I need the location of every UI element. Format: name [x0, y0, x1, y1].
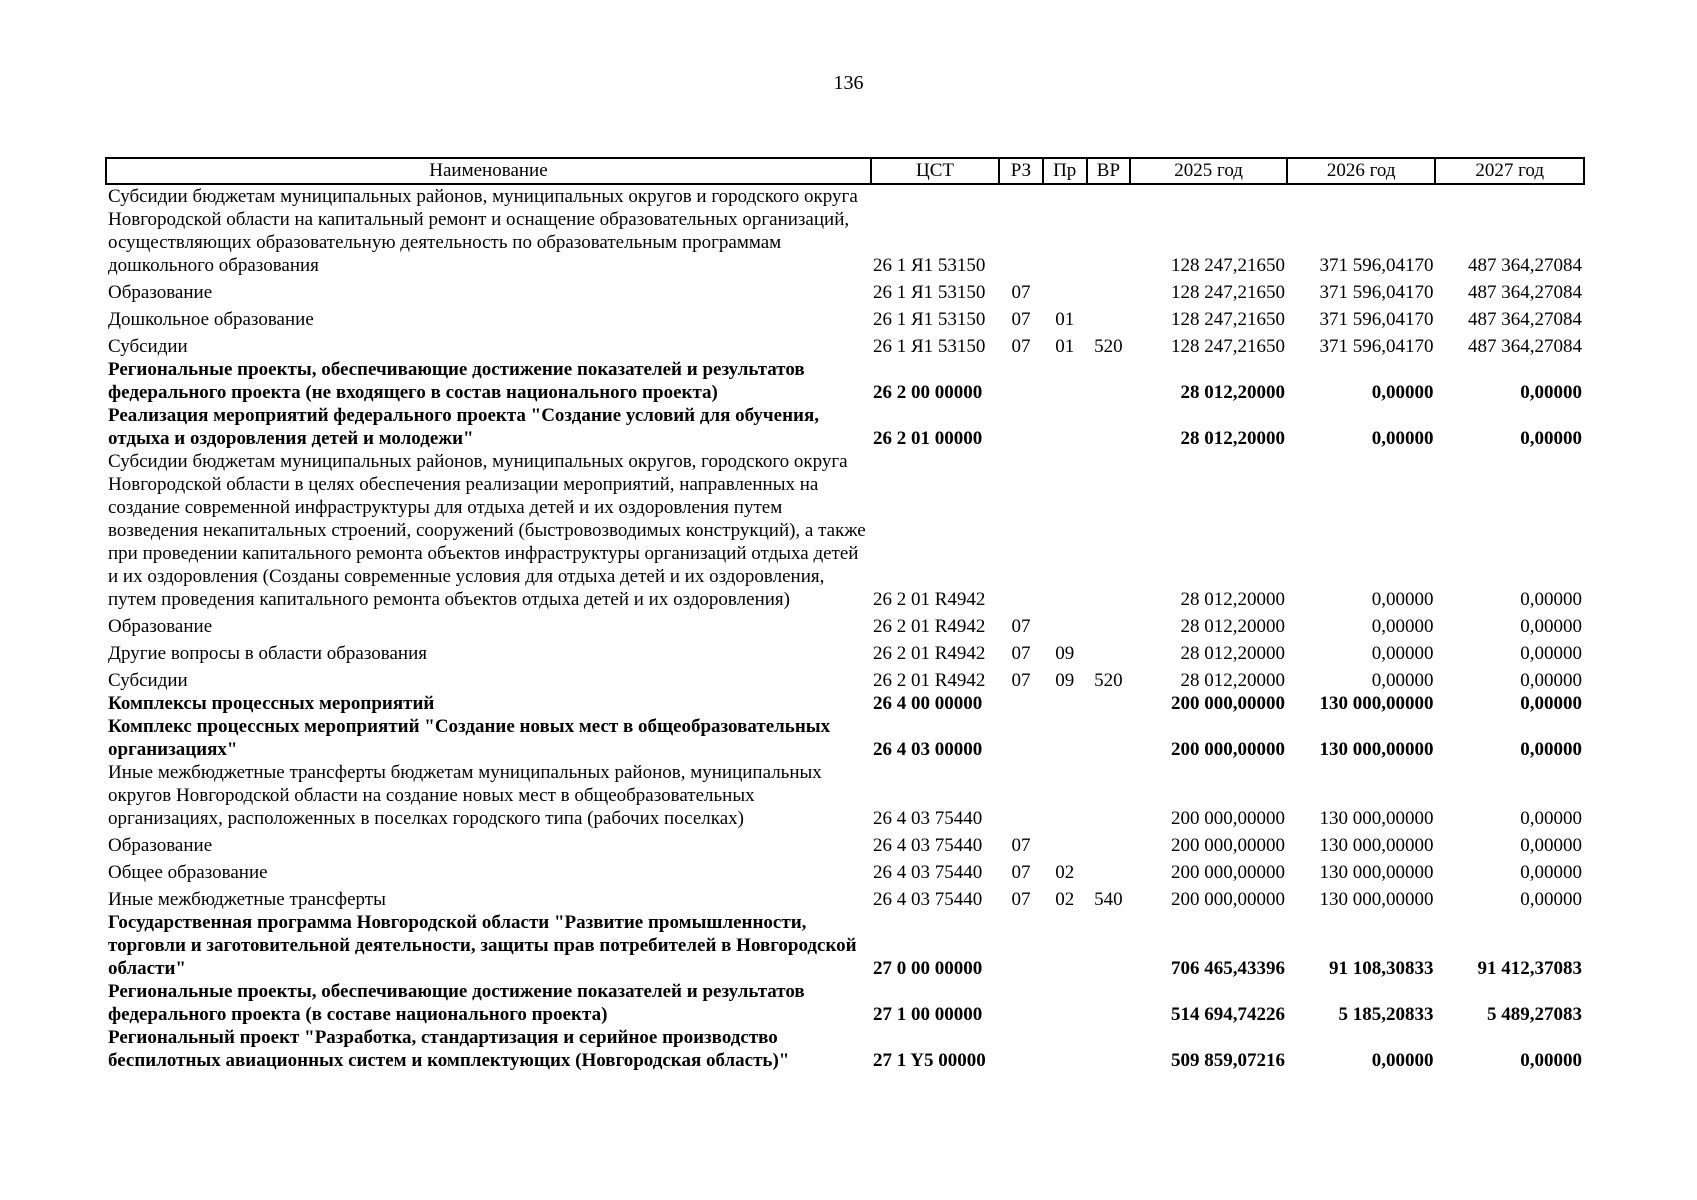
table-row: [106, 331, 1584, 358]
cell-cst: 26 2 01 R4942: [872, 589, 986, 610]
cell-y2026: 371 596,04170: [1319, 255, 1434, 276]
cell-rz: 07: [1011, 670, 1031, 691]
cell-pr: [1043, 830, 1087, 857]
cell-vr: [1087, 715, 1131, 761]
table-row: [106, 611, 1584, 638]
cell-name: Образование: [108, 835, 213, 856]
cell-y2026: 0,00000: [1371, 643, 1434, 664]
cell-y2027: 0,00000: [1520, 643, 1582, 664]
table-row: [106, 830, 1584, 857]
cell-cst: 27 0 00 00000: [872, 958, 983, 979]
cell-name: Комплекс процессных мероприятий "Создание новых мест в общеобразовательных организациях": [108, 716, 831, 760]
cell-rz: [999, 1026, 1043, 1072]
cell-pr: [1043, 715, 1087, 761]
cell-name: Образование: [108, 282, 213, 303]
cell-rz: [999, 980, 1043, 1026]
cell-y2025: 200 000,00000: [1170, 693, 1285, 714]
cell-name: Дошкольное образование: [108, 309, 314, 330]
cell-name: Другие вопросы в области образования: [108, 643, 427, 664]
cell-y2026: 371 596,04170: [1319, 336, 1434, 357]
cell-y2027: 0,00000: [1520, 808, 1582, 829]
cell-name: Субсидии бюджетам муниципальных районов, муниципальных округов и городского округа Новгородской области на капитальный ремонт и оснащение образовательных организаций, осуществляющих образовательную деятельность по образовательным программам дошкольного образования: [108, 186, 858, 276]
table-row: [106, 277, 1584, 304]
cell-y2025: 128 247,21650: [1170, 309, 1285, 330]
cell-vr: 540: [1094, 889, 1123, 910]
cell-pr: 02: [1055, 889, 1075, 910]
column-header-2027: 2027 год: [1435, 158, 1584, 184]
cell-y2027: 0,00000: [1520, 835, 1582, 856]
table-row: [106, 884, 1584, 911]
cell-name: Региональные проекты, обеспечивающие достижение показателей и результатов федерального проекта (в составе национального проекта): [108, 981, 805, 1025]
cell-y2025: 28 012,20000: [1180, 589, 1285, 610]
cell-name: Региональный проект "Разработка, стандартизация и серийное производство беспилотных авиационных систем и комплектующих (Новгородская область)": [108, 1027, 790, 1071]
cell-cst: 26 1 Я1 53150: [872, 255, 986, 276]
table-body: [106, 184, 1584, 1072]
cell-cst: 26 1 Я1 53150: [872, 282, 986, 303]
budget-table: [105, 157, 1585, 1072]
table-row: [106, 1026, 1584, 1072]
cell-rz: 07: [1011, 889, 1031, 910]
cell-rz: 07: [1011, 336, 1031, 357]
table-row: [106, 304, 1584, 331]
cell-vr: [1087, 358, 1131, 404]
cell-y2027: 0,00000: [1520, 616, 1582, 637]
cell-rz: [999, 358, 1043, 404]
cell-name: Иные межбюджетные трансферты бюджетам муниципальных районов, муниципальных округов Новгородской области на создание новых мест в общеобразовательных организациях, расположенных в поселках городского типа (рабочих поселках): [108, 762, 822, 829]
cell-y2025: 28 012,20000: [1180, 670, 1285, 691]
cell-y2026: 5 185,20833: [1338, 1004, 1434, 1025]
table-row: [106, 450, 1584, 611]
cell-cst: 26 4 03 75440: [872, 835, 983, 856]
cell-y2025: 28 012,20000: [1180, 382, 1285, 403]
cell-rz: [999, 761, 1043, 830]
cell-vr: [1087, 277, 1131, 304]
column-header-2025: 2025 год: [1130, 158, 1287, 184]
cell-y2026: 130 000,00000: [1319, 693, 1434, 714]
cell-rz: [999, 450, 1043, 611]
cell-name: Субсидии бюджетам муниципальных районов, муниципальных округов, городского округа Новгородской области в целях обеспечения реализации мероприятий, направленных на создание современной инфраструктуры для отдыха детей и их оздоровления путем возведения некапитальных строений, сооружений (быстровозводимых конструкций), а также при проведении капитального ремонта объектов инфраструктуры организаций отдыха детей и их оздоровления (Созданы современные условия для отдыха детей и их оздоровления, путем проведения капитального ремонта объектов отдыха детей и их оздоровления): [108, 451, 866, 610]
cell-cst: 26 1 Я1 53150: [872, 309, 986, 330]
cell-pr: [1043, 277, 1087, 304]
cell-y2026: 0,00000: [1371, 1050, 1434, 1071]
cell-y2025: 128 247,21650: [1170, 282, 1285, 303]
cell-name: Субсидии: [108, 336, 188, 357]
cell-vr: [1087, 857, 1131, 884]
cell-y2025: 128 247,21650: [1170, 336, 1285, 357]
table-row: [106, 638, 1584, 665]
cell-y2027: 487 364,27084: [1468, 336, 1582, 357]
cell-y2026: 0,00000: [1371, 670, 1434, 691]
cell-vr: [1087, 761, 1131, 830]
cell-y2026: 130 000,00000: [1319, 808, 1434, 829]
cell-y2027: 487 364,27084: [1468, 309, 1582, 330]
cell-rz: 07: [1011, 282, 1031, 303]
table-row: [106, 980, 1584, 1026]
cell-y2027: 0,00000: [1520, 862, 1582, 883]
cell-vr: [1087, 450, 1131, 611]
cell-y2027: 0,00000: [1520, 693, 1582, 714]
cell-cst: 26 4 03 75440: [872, 889, 983, 910]
cell-cst: 26 2 01 00000: [872, 428, 983, 449]
cell-y2026: 371 596,04170: [1319, 282, 1434, 303]
cell-pr: [1043, 358, 1087, 404]
table-row: [106, 911, 1584, 980]
cell-vr: 520: [1094, 336, 1123, 357]
cell-y2027: 0,00000: [1520, 739, 1582, 760]
cell-y2026: 0,00000: [1371, 589, 1434, 610]
cell-pr: [1043, 761, 1087, 830]
cell-vr: [1087, 304, 1131, 331]
cell-name: Региональные проекты, обеспечивающие достижение показателей и результатов федерального проекта (не входящего в состав национального проекта): [108, 359, 805, 403]
cell-y2027: 0,00000: [1520, 1050, 1582, 1071]
cell-vr: [1087, 611, 1131, 638]
cell-name: Комплексы процессных мероприятий: [108, 693, 435, 714]
cell-vr: [1087, 980, 1131, 1026]
cell-pr: [1043, 184, 1087, 277]
cell-y2025: 28 012,20000: [1180, 428, 1285, 449]
column-header-pr: Пр: [1043, 158, 1087, 184]
cell-y2025: 200 000,00000: [1170, 739, 1285, 760]
cell-vr: [1087, 830, 1131, 857]
table-row: [106, 358, 1584, 404]
cell-rz: 07: [1011, 616, 1031, 637]
cell-pr: 09: [1055, 670, 1075, 691]
cell-y2026: 91 108,30833: [1328, 958, 1434, 979]
cell-y2025: 28 012,20000: [1180, 616, 1285, 637]
cell-pr: 01: [1055, 336, 1075, 357]
cell-cst: 26 2 00 00000: [872, 382, 983, 403]
column-header-2026: 2026 год: [1287, 158, 1436, 184]
cell-vr: [1087, 638, 1131, 665]
table-row: [106, 184, 1584, 277]
table-row: [106, 715, 1584, 761]
table-row: [106, 857, 1584, 884]
table-row: [106, 404, 1584, 450]
column-header-vr: ВР: [1087, 158, 1131, 184]
cell-y2027: 0,00000: [1520, 428, 1582, 449]
cell-pr: [1043, 1026, 1087, 1072]
cell-y2026: 130 000,00000: [1319, 835, 1434, 856]
cell-y2026: 0,00000: [1371, 428, 1434, 449]
cell-y2027: 0,00000: [1520, 670, 1582, 691]
cell-rz: [999, 404, 1043, 450]
cell-vr: 520: [1094, 670, 1123, 691]
column-header-cst: ЦСТ: [871, 158, 999, 184]
cell-vr: [1087, 184, 1131, 277]
cell-cst: 26 2 01 R4942: [872, 670, 986, 691]
cell-pr: [1043, 450, 1087, 611]
cell-name: Реализация мероприятий федерального проекта "Создание условий для обучения, отдыха и оздоровления детей и молодежи": [108, 405, 819, 449]
cell-pr: [1043, 404, 1087, 450]
cell-y2026: 130 000,00000: [1319, 889, 1434, 910]
cell-y2026: 130 000,00000: [1319, 862, 1434, 883]
cell-y2027: 487 364,27084: [1468, 255, 1582, 276]
cell-pr: [1043, 611, 1087, 638]
cell-y2025: 200 000,00000: [1170, 835, 1285, 856]
cell-vr: [1087, 1026, 1131, 1072]
table-row: [106, 761, 1584, 830]
cell-vr: [1087, 911, 1131, 980]
cell-rz: [999, 692, 1043, 715]
cell-pr: [1043, 911, 1087, 980]
cell-y2026: 0,00000: [1371, 382, 1434, 403]
cell-y2025: 200 000,00000: [1170, 862, 1285, 883]
cell-cst: 26 2 01 R4942: [872, 616, 986, 637]
cell-y2025: 200 000,00000: [1170, 808, 1285, 829]
cell-vr: [1087, 692, 1131, 715]
cell-name: Субсидии: [108, 670, 188, 691]
cell-name: Общее образование: [108, 862, 268, 883]
cell-y2027: 487 364,27084: [1468, 282, 1582, 303]
cell-y2025: 706 465,43396: [1170, 958, 1285, 979]
cell-name: Образование: [108, 616, 213, 637]
cell-y2025: 514 694,74226: [1170, 1004, 1285, 1025]
cell-y2026: 0,00000: [1371, 616, 1434, 637]
cell-pr: 02: [1055, 862, 1075, 883]
cell-pr: [1043, 980, 1087, 1026]
cell-y2027: 0,00000: [1520, 382, 1582, 403]
cell-y2025: 128 247,21650: [1170, 255, 1285, 276]
cell-y2026: 130 000,00000: [1319, 739, 1434, 760]
cell-pr: 01: [1055, 309, 1075, 330]
column-header-name: Наименование: [106, 158, 871, 184]
table-row: [106, 665, 1584, 692]
cell-rz: 07: [1011, 309, 1031, 330]
cell-cst: 26 4 03 75440: [872, 808, 983, 829]
cell-cst: 26 4 03 75440: [872, 862, 983, 883]
cell-y2027: 0,00000: [1520, 589, 1582, 610]
column-header-rz: РЗ: [999, 158, 1043, 184]
table-row: [106, 692, 1584, 715]
cell-y2027: 91 412,37083: [1477, 958, 1582, 979]
cell-pr: [1043, 692, 1087, 715]
cell-y2027: 0,00000: [1520, 889, 1582, 910]
cell-y2026: 371 596,04170: [1319, 309, 1434, 330]
cell-name: Государственная программа Новгородской области "Развитие промышленности, торговли и заготовительной деятельности, защиты прав потребителей в Новгородской области": [108, 912, 857, 979]
cell-y2025: 28 012,20000: [1180, 643, 1285, 664]
cell-y2025: 200 000,00000: [1170, 889, 1285, 910]
cell-cst: 26 4 03 00000: [872, 739, 983, 760]
cell-y2027: 5 489,27083: [1487, 1004, 1582, 1025]
cell-cst: 26 4 00 00000: [872, 693, 983, 714]
cell-rz: [999, 911, 1043, 980]
page-number: 136: [833, 72, 864, 94]
cell-cst: 26 2 01 R4942: [872, 643, 986, 664]
cell-name: Иные межбюджетные трансферты: [108, 889, 386, 910]
cell-vr: [1087, 404, 1131, 450]
cell-rz: 07: [1011, 643, 1031, 664]
cell-rz: 07: [1011, 862, 1031, 883]
cell-rz: [999, 184, 1043, 277]
cell-y2025: 509 859,07216: [1170, 1050, 1285, 1071]
cell-rz: 07: [1011, 835, 1031, 856]
table-header-row: [106, 158, 1584, 184]
cell-cst: 26 1 Я1 53150: [872, 336, 986, 357]
cell-rz: [999, 715, 1043, 761]
cell-cst: 27 1 Y5 00000: [872, 1050, 986, 1071]
cell-pr: 09: [1055, 643, 1075, 664]
cell-cst: 27 1 00 00000: [872, 1004, 983, 1025]
